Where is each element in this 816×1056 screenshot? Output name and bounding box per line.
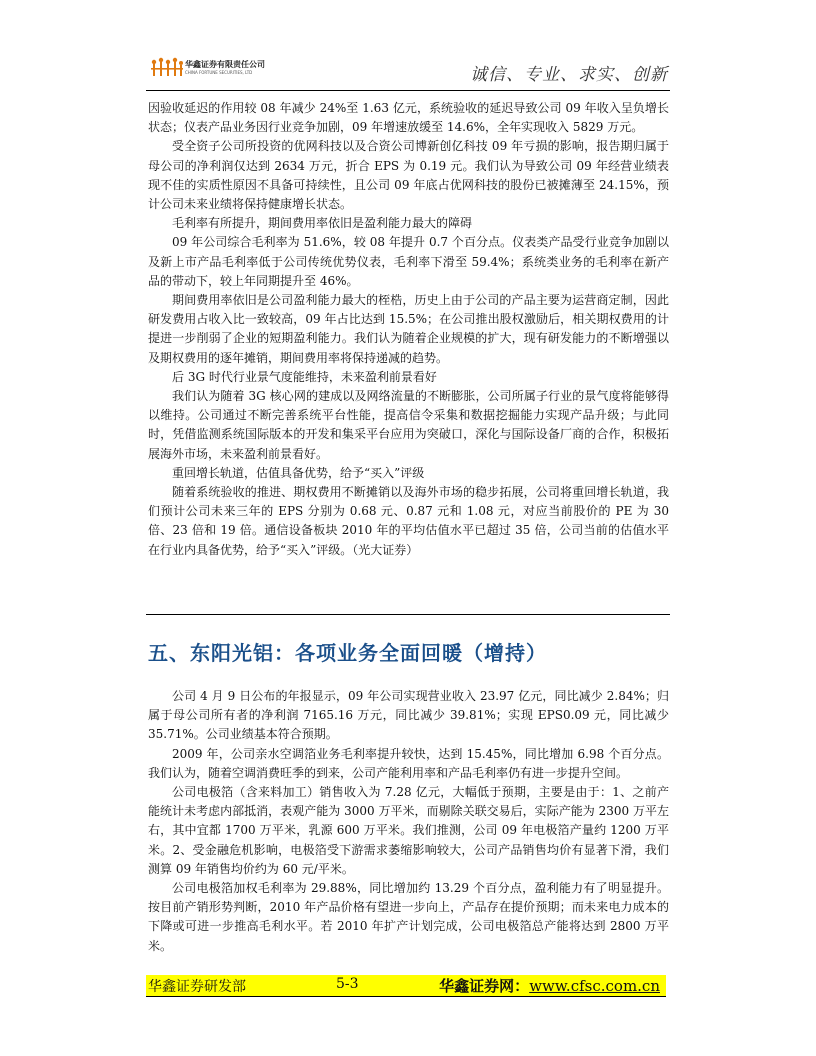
logo-english-name: CHINA FORTUNE SECURITIES, LTD <box>185 70 253 75</box>
company-logo <box>150 54 300 84</box>
footer-site-link[interactable]: www.cfsc.com.cn <box>529 977 660 995</box>
subheading: 重回增长轨道，估值具备优势，给予“买入”评级 <box>172 465 425 480</box>
paragraph: 2009 年，公司亲水空调箔业务毛利率提升较快，达到 15.45%，同比增加 6.98 个百分点。我们认为，随着空调消费旺季的到来，公司产能利用率和产品毛利率仍有进一步提升空间。 <box>148 746 669 780</box>
previous-section-body <box>148 99 669 560</box>
logo-company-name: 华鑫证券有限责任公司 <box>185 60 265 69</box>
subheading: 毛利率有所提升，期间费用率依旧是盈利能力最大的障碍 <box>172 216 473 231</box>
footer-site-label: 华鑫证券网： <box>439 977 530 995</box>
paragraph: 公司电极箔（含来料加工）销售收入为 7.28 亿元，大幅低于预期，主要是由于：1、之前产能统计未考虑内部抵消，表观产能为 3000 万平米，而剔除关联交易后，实际产能为 2300 万平左右，其中宜都 1700 万平米，乳源 600 万平米。我们推测，公司 09 年电极箔产量约 1200 万平米。2、受金融危机影响，电极箔受下游需求萎缩影响较大，公司产品销售均价有显著下滑，我们测算 09 年销售均价约为 60 元/平米。 <box>148 785 669 876</box>
page-number: 5-3 <box>336 976 359 992</box>
paragraph: 受全资子公司所投资的优网科技以及合资公司博新创亿科技 09 年亏损的影响，报告期归属于母公司的净利润仅达到 2634 万元，折合 EPS 为 0.19 元。我们认为导致公司 09 年经营业绩表现不佳的实质性原因不具备可持续性，且公司 09 年底占优网科技的股份已被摊薄至 24.15%，预计公司未来业绩将保持健康增长状态。 <box>148 139 669 212</box>
header-divider <box>146 90 670 91</box>
section-title: 五、东阳光铝：各项业务全面回暖（增持） <box>148 641 547 665</box>
paragraph: 我们认为随着 3G 核心网的建成以及网络流量的不断膨胀，公司所属子行业的景气度将能够得以维持。公司通过不断完善系统平台性能，提高信令采集和数据挖掘能力实现产品升级；与此同时，凭借监测系统国际版本的开发和集采平台应用为突破口，深化与国际设备厂商的合作，积极拓展海外市场，未来盈利前景看好。 <box>148 389 669 461</box>
paragraph: 09 年公司综合毛利率为 51.6%，较 08 年提升 0.7 个百分点。仪表类产品受行业竞争加剧以及新上市产品毛利率低于公司传统优势仪表，毛利率下滑至 59.4%；系统类业务的毛利率在新产品的带动下，较上年同期提升至 46%。 <box>148 235 669 288</box>
page-header <box>146 50 670 92</box>
section-body <box>148 687 669 956</box>
section-divider <box>146 614 670 615</box>
footer-website <box>439 975 660 996</box>
footer-department: 华鑫证券研发部 <box>148 979 246 995</box>
logo-icon <box>150 57 184 81</box>
paragraph: 随着系统验收的推进、期权费用不断摊销以及海外市场的稳步拓展，公司将重回增长轨道，我们预计公司未来三年的 EPS 分别为 0.68 元、0.87 元和 1.08 元，对应当前股价的 PE 为 30 倍、23 倍和 19 倍。通信设备板块 2010 年的平均估值水平已超过 35 倍，公司当前的估值水平在行业内具备优势，给予“买入”评级。（光大证券） <box>148 485 669 557</box>
page-footer <box>146 975 666 997</box>
paragraph: 公司电极箔加权毛利率为 29.88%，同比增加约 13.29 个百分点，盈利能力有了明显提升。按目前产销形势判断，2010 年产品价格有望进一步向上，产品存在提价预期；而未来电力成本的下降或可进一步推高毛利水平。若 2010 年扩产计划完成，公司电极箔总产能将达到 2800 万平米。 <box>148 881 669 953</box>
paragraph: 因验收延迟的作用较 08 年减少 24%至 1.63 亿元，系统验收的延迟导致公司 09 年收入呈负增长状态；仪表产品业务因行业竞争加剧，09 年增速放缓至 14.6%，全年实现收入 5829 万元。 <box>148 101 669 135</box>
paragraph: 期间费用率依旧是公司盈利能力最大的桎梏，历史上由于公司的产品主要为运营商定制，因此研发费用占收入比一致较高，09 年占比达到 15.5%；在公司推出股权激励后，相关期权费用的计提进一步削弱了企业的短期盈利能力。我们认为随着企业规模的扩大，现有研发能力的不断增强以及期权费用的逐年摊销，期间费用率将保持递减的趋势。 <box>148 293 669 365</box>
subheading: 后 3G 时代行业景气度能维持，未来盈利前景看好 <box>172 369 437 384</box>
header-slogan: 诚信、专业、求实、创新 <box>470 65 668 85</box>
paragraph: 公司 4 月 9 日公布的年报显示，09 年公司实现营业收入 23.97 亿元，同比减少 2.84%；归属于母公司所有者的净利润 7165.16 万元，同比减少 39.81%；实现 EPS0.09 元，同比减少 35.71%。公司业绩基本符合预期。 <box>148 689 669 742</box>
